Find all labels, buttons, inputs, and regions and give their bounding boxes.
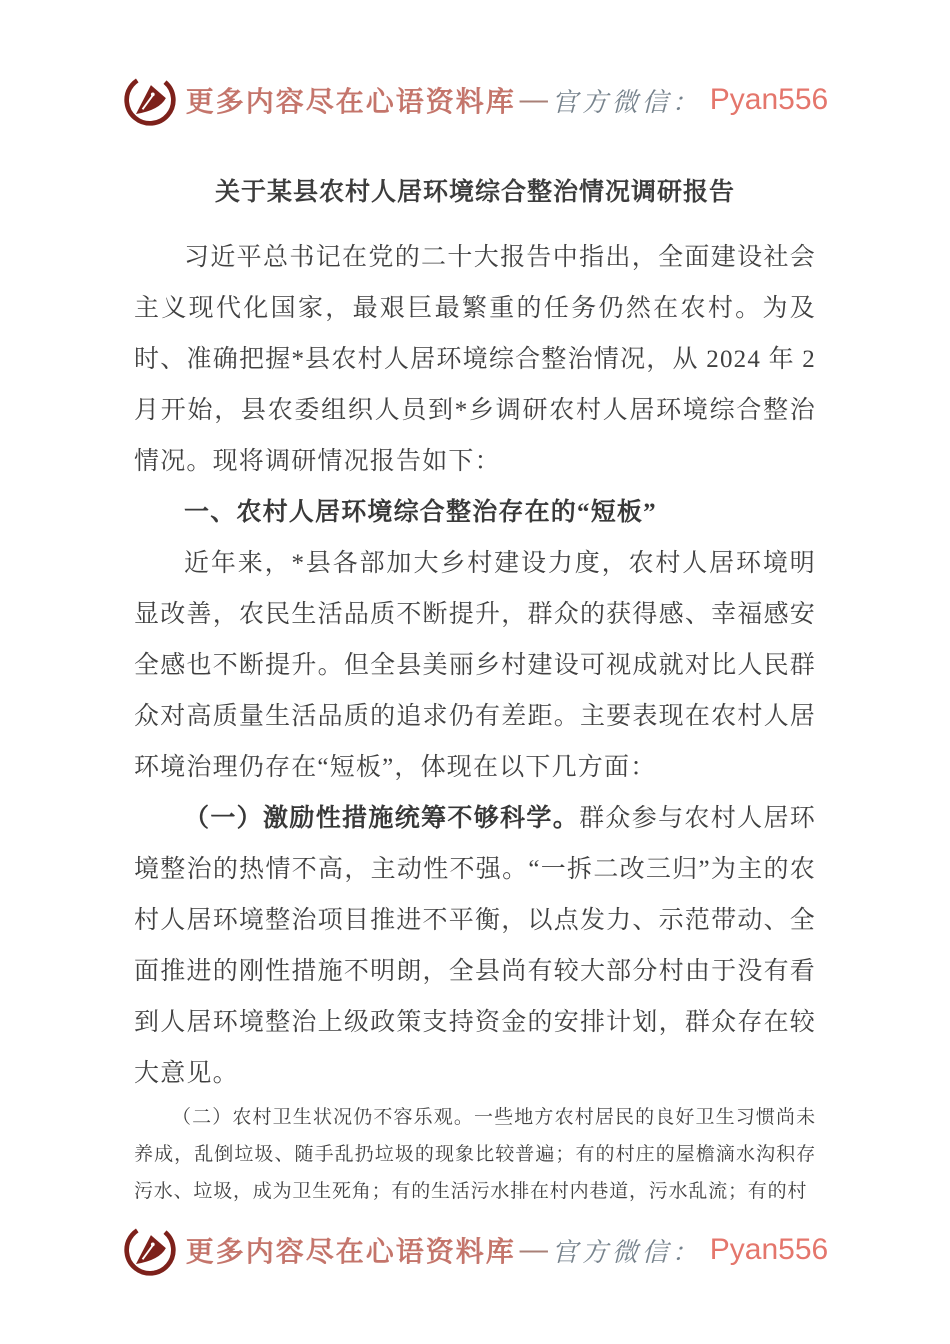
brand-text: 更多内容尽在心语资料库 xyxy=(185,87,516,118)
paragraph-point2 xyxy=(134,1099,816,1210)
document-title: 关于某县农村人居环境综合整治情况调研报告 xyxy=(214,179,735,206)
footer-watermark xyxy=(0,1222,950,1278)
wechat-label: 官方微信： xyxy=(551,87,702,117)
wechat-id: Pyan556 xyxy=(709,1233,829,1266)
document-body xyxy=(134,232,816,1210)
brand-text: 更多内容尽在心语资料库 xyxy=(185,1237,516,1268)
dash-separator: — xyxy=(519,84,548,115)
section-heading-1: 一、农村人居环境综合整治存在的“短板” xyxy=(184,499,657,526)
paragraph-section1: 近年来，*县各部加大乡村建设力度，农村人居环境明显改善，农民生活品质不断提升，群众的获得感、幸福感安全感也不断提升。但全县美丽乡村建设可视成就对比人民群众对高质量生活品质的追求仍有差距。主要表现在农村人居环境治理仍存在“短板”，体现在以下几方面： xyxy=(134,550,816,781)
point2-lead: （二）农村卫生状况仍不容乐观。 xyxy=(172,1107,475,1128)
dash-separator: — xyxy=(519,1234,548,1265)
pen-nib-logo-icon xyxy=(122,1222,178,1278)
point1-body: 群众参与农村人居环境整治的热情不高，主动性不强。“一拆二改三归”为主的农村人居环境整治项目推进不平衡，以点发力、示范带动、全面推进的刚性措施不明朗，全县尚有较大部分村由于没有看到人居环境整治上级政策支持资金的安排计划，群众存在较大意见。 xyxy=(134,805,816,1087)
header-watermark xyxy=(0,0,950,128)
wechat-label: 官方微信： xyxy=(551,1237,702,1267)
point2-body: 一些地方农村居民的良好卫生习惯尚未养成，乱倒垃圾、随手乱扔垃圾的现象比较普遍；有的村庄的屋檐滴水沟积存污水、垃圾，成为卫生死角；有的生活污水排在村内巷道，污水乱流；有的村 xyxy=(134,1107,816,1202)
paragraph-point1 xyxy=(134,793,816,1099)
paragraph-intro: 习近平总书记在党的二十大报告中指出，全面建设社会主义现代化国家，最艰巨最繁重的任务仍然在农村。为及时、准确把握*县农村人居环境综合整治情况，从 2024 年 2 月开始，县农委组织人员到*乡调研农村人居环境综合整治情况。现将调研情况报告如下： xyxy=(134,244,816,475)
wechat-id: Pyan556 xyxy=(709,83,829,116)
pen-nib-logo-icon xyxy=(122,72,178,128)
point1-lead: （一）激励性措施统筹不够科学。 xyxy=(184,805,580,832)
